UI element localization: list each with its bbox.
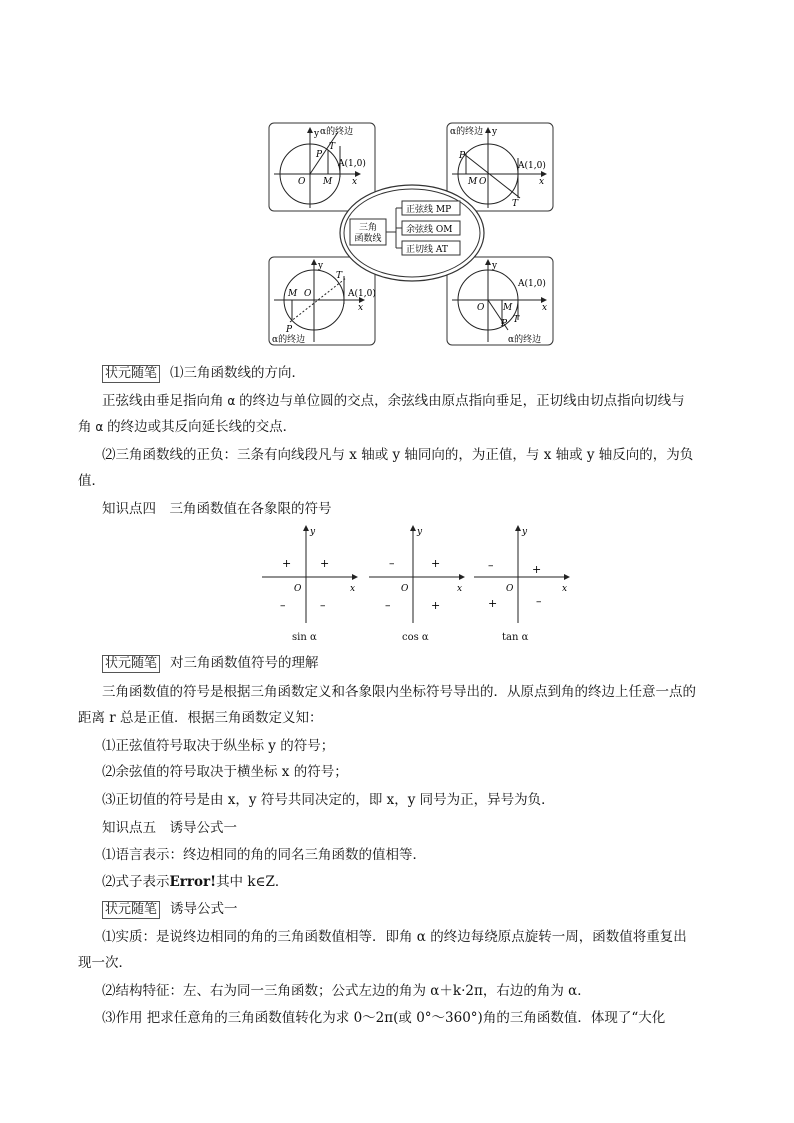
svg-text:M: M <box>288 289 298 299</box>
svg-text:α的终边: α的终边 <box>320 127 354 137</box>
svg-text:A(1,0): A(1,0) <box>518 161 546 171</box>
svg-text:A(1,0): A(1,0) <box>348 289 376 299</box>
note1-p4: 值． <box>78 473 105 489</box>
note3-title: 诱导公式一 <box>170 901 238 917</box>
svg-text:P: P <box>501 319 508 329</box>
trig-line-diagram <box>268 122 556 346</box>
note1-p2: 角 α 的终边或其反向延长线的交点． <box>78 419 297 435</box>
svg-text:–: – <box>536 595 542 608</box>
svg-text:O: O <box>304 289 312 299</box>
center-ellipse <box>340 185 484 281</box>
sign-figure-cos <box>369 525 465 625</box>
svg-text:α的终边: α的终边 <box>272 335 306 345</box>
svg-text:x: x <box>562 584 568 594</box>
svg-text:O: O <box>477 303 485 313</box>
panel-bottom-left <box>269 257 376 345</box>
svg-text:–: – <box>488 559 494 572</box>
svg-text:O: O <box>294 584 302 594</box>
svg-text:x: x <box>352 177 358 187</box>
panel-bottom-right <box>447 257 553 345</box>
y-axis-label: y <box>314 129 320 139</box>
note1-p1: 正弦线由垂足指向角 α 的终边与单位圆的交点，余弦线由原点指向垂足，正切线由切点指向切线与 <box>102 393 685 409</box>
svg-text:T: T <box>512 199 519 209</box>
svg-text:–: – <box>320 599 326 612</box>
section5-line1: ⑴语言表示：终边相同的角的同名三角函数的值相等． <box>102 847 426 863</box>
svg-text:O: O <box>401 584 409 594</box>
svg-text:x: x <box>539 177 545 187</box>
svg-text:y: y <box>310 527 316 537</box>
svg-text:–: – <box>280 599 286 612</box>
svg-text:x: x <box>358 303 364 313</box>
sign-figure-tan <box>474 525 570 625</box>
section5-line2: ⑵式子表示Error!其中 k∈Z． <box>102 874 289 890</box>
svg-text:三角: 三角 <box>358 223 378 233</box>
svg-text:A(1,0): A(1,0) <box>518 279 546 289</box>
note3-p3: ⑵结构特征：左、右为同一三角函数；公式左边的角为 α＋k·2π，右边的角为 α． <box>102 983 591 999</box>
caption-sin: sin α <box>292 632 317 643</box>
panel-top-left <box>269 123 375 211</box>
svg-text:–: – <box>389 557 395 570</box>
svg-text:M: M <box>323 177 333 187</box>
svg-text:正弦线 MP: 正弦线 MP <box>406 205 452 215</box>
svg-text:x: x <box>350 584 356 594</box>
section4-heading: 知识点四 三角函数值在各象限的符号 <box>102 501 332 517</box>
caption-cos: cos α <box>402 632 429 643</box>
svg-text:T: T <box>336 271 343 281</box>
svg-text:O: O <box>479 177 487 187</box>
svg-text:P: P <box>286 325 293 335</box>
svg-text:A(1,0): A(1,0) <box>338 159 366 169</box>
svg-text:y: y <box>417 527 423 537</box>
svg-text:+: + <box>431 557 441 570</box>
svg-text:α的终边: α的终边 <box>508 335 542 345</box>
svg-text:O: O <box>298 177 306 187</box>
note2-p1: 三角函数值的符号是根据三角函数定义和各象限内坐标符号导出的．从原点到角的终边上任意一点的 <box>102 684 696 700</box>
svg-text:y: y <box>492 261 498 271</box>
svg-text:P: P <box>316 150 323 160</box>
note1-p3: ⑵三角函数线的正负：三条有向线段凡与 x 轴或 y 轴同向的，为正值，与 x 轴或 y 轴反向的，为负 <box>102 447 694 463</box>
note1-title: ⑴三角函数线的方向． <box>170 365 306 381</box>
panel-top-right <box>447 123 553 211</box>
note3-p2: 现一次． <box>78 955 132 971</box>
svg-text:y: y <box>522 527 528 537</box>
svg-text:x: x <box>457 584 463 594</box>
svg-text:T: T <box>329 142 336 152</box>
svg-text:P: P <box>459 151 466 161</box>
svg-text:+: + <box>488 597 498 610</box>
svg-text:y: y <box>492 127 498 137</box>
svg-text:正切线 AT: 正切线 AT <box>406 245 448 255</box>
svg-text:+: + <box>282 557 292 570</box>
svg-text:余弦线 OM: 余弦线 OM <box>406 225 453 235</box>
svg-text:O: O <box>506 584 514 594</box>
svg-text:函数线: 函数线 <box>354 234 382 244</box>
note-badge: 状元随笔 <box>102 901 160 919</box>
svg-text:y: y <box>318 261 324 271</box>
note-badge: 状元随笔 <box>102 655 160 673</box>
svg-text:+: + <box>431 599 441 612</box>
note2-p4: ⑵余弦值的符号取决于横坐标 x 的符号； <box>102 764 348 780</box>
svg-text:x: x <box>542 303 548 313</box>
note3-p4: ⑶作用 把求任意角的三角函数值转化为求 0～2π(或 0°～360°)角的三角函数值．体现了“大化 <box>102 1010 666 1026</box>
section5-heading: 知识点五 诱导公式一 <box>102 820 237 836</box>
sign-figure-sin <box>262 525 358 625</box>
note2-p3: ⑴正弦值符号取决于纵坐标 y 的符号； <box>102 738 335 754</box>
note2-p2: 距离 r 总是正值．根据三角函数定义知： <box>78 710 323 726</box>
svg-text:+: + <box>320 557 330 570</box>
svg-text:M: M <box>468 177 478 187</box>
svg-text:M: M <box>503 303 513 313</box>
note-badge: 状元随笔 <box>102 365 160 383</box>
svg-text:T: T <box>513 315 520 325</box>
svg-text:–: – <box>385 599 391 612</box>
note2-title: 对三角函数值符号的理解 <box>170 655 319 671</box>
note3-p1: ⑴实质：是说终边相同的角的三角函数值相等．即角 α 的终边每绕原点旋转一周，函数值将重复出 <box>102 929 687 945</box>
caption-tan: tan α <box>502 632 529 643</box>
note2-p5: ⑶正切值的符号是由 x，y 符号共同决定的，即 x，y 同号为正，异号为负． <box>102 792 555 808</box>
svg-text:+: + <box>532 563 542 576</box>
svg-text:α的终边: α的终边 <box>450 127 484 137</box>
